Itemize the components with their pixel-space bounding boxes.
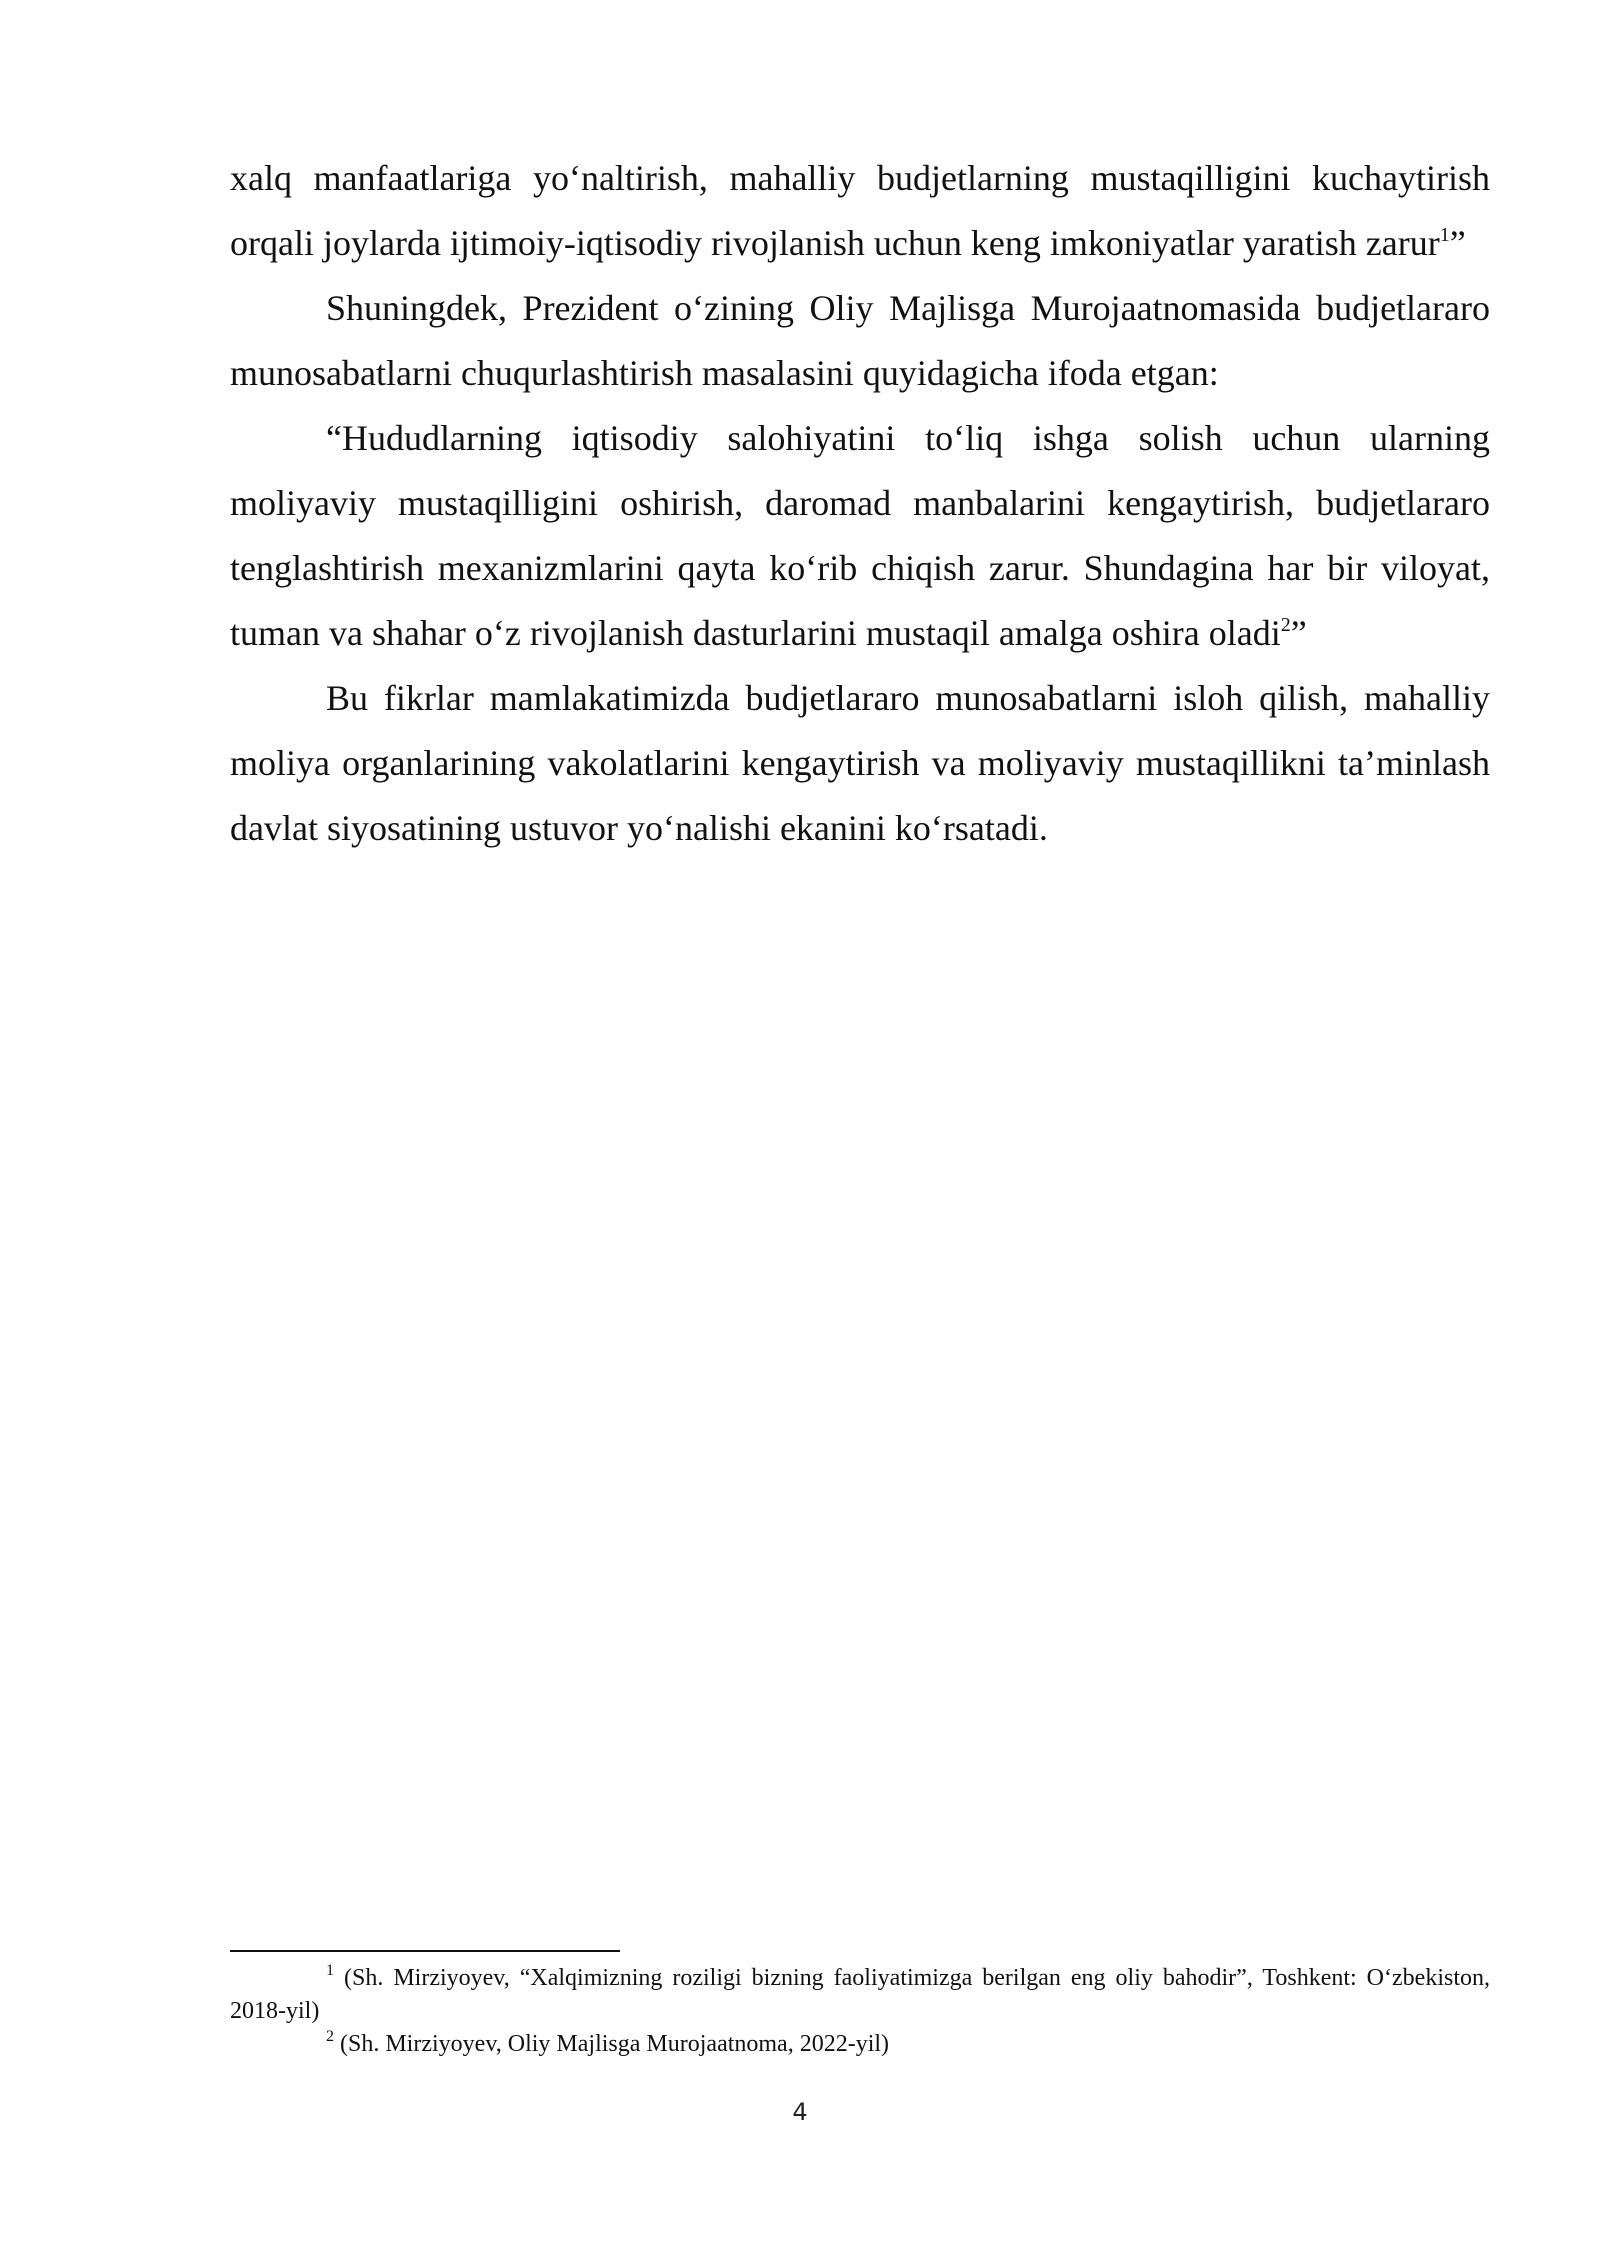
- paragraph-quote: [230, 406, 1490, 666]
- paragraph-conclusion: [230, 666, 1490, 861]
- paragraph-text: xalq manfaatlariga yo‘naltirish, mahalliy budjetlarning mustaqilligini kuchaytirish orqali joylarda ijtimoiy-iqtisodiy rivojlanish uchun keng imkoniyatlar yaratish zarur: [230, 158, 1490, 263]
- paragraph-continuation: [230, 146, 1490, 276]
- footnote-separator: [230, 1950, 620, 1952]
- footnotes: [230, 1962, 1490, 2061]
- paragraph-text: Bu fikrlar mamlakatimizda budjetlararo munosabatlarni isloh qilish, mahalliy moliya organlarining vakolatlarini kengaytirish va moliyaviy mustaqillikni ta’minlash davlat siyosatining ustuvor yo‘nalishi ekanini ko‘rsatadi.: [230, 678, 1490, 848]
- footnote-number: 1: [326, 1962, 334, 1979]
- footnote-ref-2[interactable]: 2: [1280, 614, 1291, 636]
- footnote-ref-1[interactable]: 1: [1439, 224, 1450, 246]
- page-number: 4: [792, 2098, 808, 2126]
- body-text: [230, 146, 1490, 861]
- footnote-text: (Sh. Mirziyoyev, Oliy Majlisga Murojaatnoma, 2022-yil): [334, 2031, 890, 2057]
- footnote-text: (Sh. Mirziyoyev, “Xalqimizning roziligi bizning faoliyatimizga berilgan eng oliy bahodir”, Toshkent: O‘zbekiston, 2018-yil): [230, 1965, 1490, 2024]
- paragraph-text: “Hududlarning iqtisodiy salohiyatini to‘liq ishga solish uchun ularning moliyaviy mustaqilligini oshirish, daromad manbalarini kengaytirish, budjetlararo tenglashtirish mexanizmlarini qayta ko‘rib chiqish zarur. Shundagina har bir viloyat, tuman va shahar o‘z rivojlanish dasturlarini mustaqil amalga oshira oladi: [230, 418, 1490, 653]
- closing-quote: ”: [1290, 613, 1307, 653]
- footnote-2: [230, 2028, 1490, 2061]
- paragraph-text: Shuningdek, Prezident o‘zining Oliy Majlisga Murojaatnomasida budjetlararo munosabatlarni chuqurlashtirish masalasini quyidagicha ifoda etgan:: [230, 288, 1490, 393]
- footnote-number: 2: [326, 2028, 334, 2045]
- footnote-1: [230, 1962, 1490, 2028]
- paragraph-intro: [230, 276, 1490, 406]
- closing-quote: ”: [1449, 223, 1466, 263]
